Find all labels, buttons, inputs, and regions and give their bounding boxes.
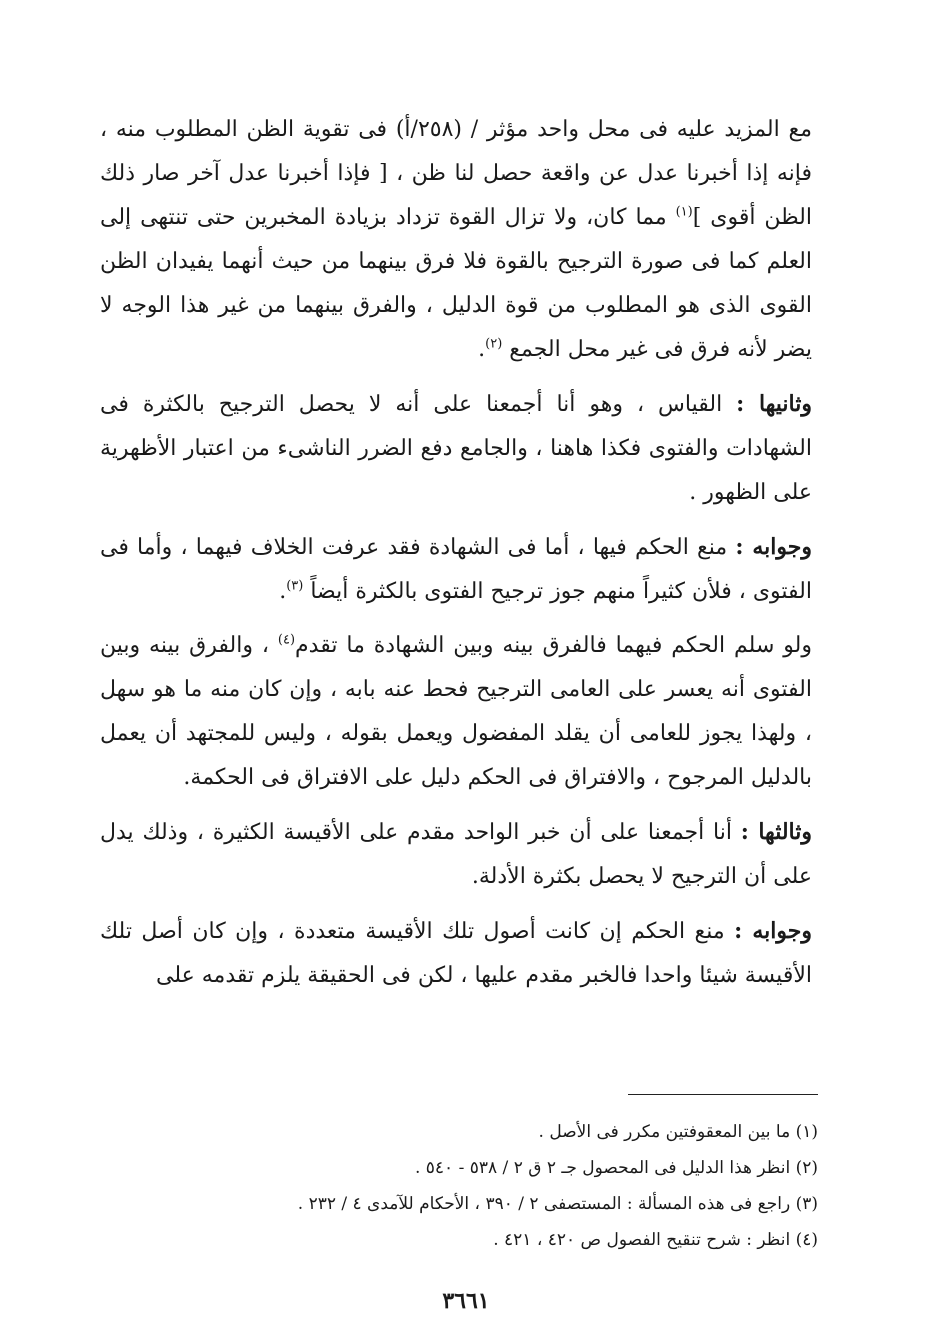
paragraph-4-text: ولو سلم الحكم فيهما فالفرق بينه وبين الشهادة ما تقدم [295,633,812,658]
footnote-ref-3[interactable]: (٣) [286,578,304,594]
paragraph-6 [100,909,812,998]
paragraph-5-lead: وثالثها : [740,819,812,845]
paragraph-6-lead: وجوابه : [734,918,812,944]
paragraph-3 [100,525,812,614]
footnote-ref-4[interactable]: (٤) [277,632,296,648]
footnotes [100,1114,818,1258]
paragraph-4-text-cont: ، والفرق بينه وبين الفتوى أنه يعسر على العامى الترجيح فحط عنه بابه ، وإن كان منه ما هو سهل ، ولهذا يجوز للعامى أن يقلد المفضول ويعمل بقوله ، وليس للمجتهد أن يعمل بالدليل المرجوح ، والافتراق فى الحكم دليل على الافتراق فى الحكمة. [100,633,812,790]
footnote-1: (١) ما بين المعقوفتين مكرر فى الأصل . [538,1122,818,1142]
paragraph-1-text-cont: مما كان، ولا تزال القوة تزداد بزيادة المخبرين حتى تنتهى إلى العلم كما فى صورة الترجيح بالقوة فلا فرق بينهما من حيث أنهما يفيدان الظن القوى الذى هو المطلوب من قوة الدليل ، والفرق بينهما من غير هذا الوجه لا يضر لأنه فرق فى غير محل الجمع [100,205,813,362]
paragraph-1 [100,108,812,372]
paragraph-2-text: القياس ، وهو أنا أجمعنا على أنه لا يحصل الترجيح بالكثرة فى الشهادات والفتوى فكذا هاهنا ، والجامع دفع الضرر الناشىء من اعتبار الأظهرية على الظهور . [100,392,812,505]
footnote-4: (٤) انظر : شرح تنقيح الفصول ص ٤٢٠ ، ٤٢١ . [493,1230,818,1250]
paragraph-1-end: . [478,337,486,362]
footnote-2: (٢) انظر هذا الدليل فى المحصول جـ ٢ ق ٢ / ٥٣٨ - ٥٤٠ . [414,1158,818,1178]
paragraph-2-lead: وثانيها : [736,391,812,417]
footnote-ref-2[interactable]: (٢) [485,336,503,352]
page-number: ٣٦٦١ [442,1288,490,1314]
footnote-ref-1[interactable]: (١) [675,204,693,220]
paragraph-3-lead: وجوابه : [735,534,812,560]
paragraph-3-text: منع الحكم فيها ، أما فى الشهادة فقد عرفت الخلاف فيهما ، وأما فى الفتوى ، فلأن كثيراً منهم جوز ترجيح الفتوى بالكثرة أيضاً [100,535,812,604]
paragraph-5 [100,810,812,899]
footnote-separator [628,1094,818,1095]
paragraph-2 [100,382,812,515]
paragraph-5-text: أنا أجمعنا على أن خبر الواحد مقدم على الأقيسة الكثيرة ، وذلك يدل على أن الترجيح لا يحصل بكثرة الأدلة. [100,820,812,889]
paragraph-1-text: مع المزيد عليه فى محل واحد مؤثر / (٢٥٨/أ) فى تقوية الظن المطلوب منه ، فإنه إذا أخبرنا عدل عن واقعة حصل لنا ظن ، [ فإذا أخبرنا عدل آخر صار ذلك الظن أقوى ] [100,117,812,230]
paragraph-6-text: منع الحكم إن كانت أصول تلك الأقيسة متعددة ، وإن كان أصل تلك الأقيسة شيئا واحدا فالخبر مقدم عليها ، لكن فى الحقيقة يلزم تقدمه على [100,919,812,988]
paragraph-4 [100,624,812,800]
paragraph-3-end: . [279,579,287,604]
footnote-3: (٣) راجع فى هذه المسألة : المستصفى ٢ / ٣٩٠ ، الأحكام للآمدى ٤ / ٢٣٢ . [297,1194,818,1214]
main-text [100,108,812,1008]
